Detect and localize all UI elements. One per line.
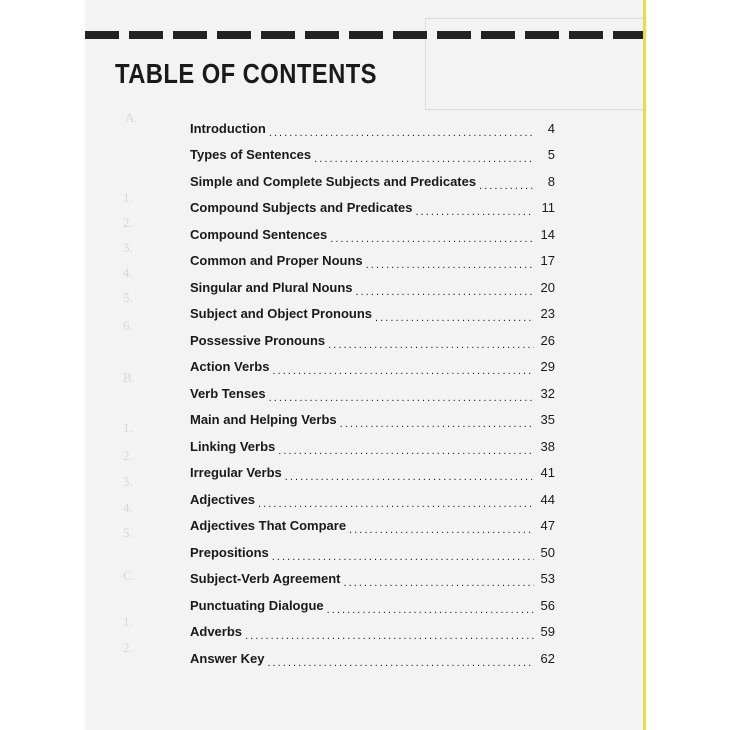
dot-leader — [349, 521, 534, 536]
toc-entry-page: 11 — [541, 200, 555, 216]
toc-entry-label: Compound Sentences — [190, 226, 328, 242]
toc-entry[interactable] — [190, 142, 555, 169]
dot-leader — [327, 601, 534, 616]
toc-entry-page: 38 — [540, 438, 555, 454]
dot-leader — [416, 203, 535, 218]
bleed-through-text: 3. — [123, 474, 133, 489]
dot-leader — [340, 415, 534, 430]
page-edge-accent — [643, 0, 646, 730]
dot-leader — [269, 124, 534, 139]
toc-entry[interactable] — [190, 486, 555, 513]
toc-entry-label: Verb Tenses — [190, 385, 266, 401]
toc-entry[interactable] — [190, 513, 555, 540]
toc-entry[interactable] — [190, 195, 555, 222]
toc-entry-label: Compound Subjects and Predicates — [190, 200, 413, 216]
toc-entry-page: 41 — [540, 465, 555, 481]
toc-entry-page: 29 — [540, 359, 555, 375]
dot-leader — [366, 256, 534, 271]
dot-leader — [328, 336, 534, 351]
toc-entry-label: Subject and Object Pronouns — [190, 306, 373, 322]
toc-entry-label: Adjectives That Compare — [190, 518, 347, 534]
toc-entry-label: Singular and Plural Nouns — [190, 279, 353, 295]
dot-leader — [258, 495, 534, 510]
toc-entry-page: 62 — [540, 650, 555, 666]
dot-leader — [272, 548, 534, 563]
dot-leader — [375, 309, 534, 324]
dot-leader — [269, 389, 534, 404]
toc-entry-label: Introduction — [190, 120, 266, 136]
toc-entry-page: 4 — [547, 120, 555, 136]
toc-entry-page: 17 — [540, 253, 555, 269]
toc-entry-label: Adverbs — [190, 624, 243, 640]
toc-entry-label: Subject-Verb Agreement — [190, 571, 341, 587]
bleed-through-text: B. — [123, 370, 135, 385]
toc-entry-label: Irregular Verbs — [190, 465, 282, 481]
bleed-through-text: 1. — [123, 190, 133, 205]
toc-entry-label: Answer Key — [190, 650, 265, 666]
toc-entry-page: 5 — [547, 147, 555, 163]
toc-entry[interactable] — [190, 274, 555, 301]
toc-entry[interactable] — [190, 566, 555, 593]
toc-entry-page: 32 — [540, 385, 555, 401]
toc-entry-label: Action Verbs — [190, 359, 270, 375]
toc-entry[interactable] — [190, 539, 555, 566]
bleed-through-text: 3. — [123, 240, 133, 255]
toc-entry[interactable] — [190, 354, 555, 381]
toc-entry-label: Adjectives — [190, 491, 256, 507]
toc-entry-label: Punctuating Dialogue — [190, 597, 324, 613]
toc-entry-page: 26 — [540, 332, 555, 348]
toc-entry[interactable] — [190, 301, 555, 328]
toc-entry-label: Main and Helping Verbs — [190, 412, 337, 428]
bleed-through-text: 5. — [123, 525, 133, 540]
toc-entry[interactable] — [190, 407, 555, 434]
table-of-contents — [190, 115, 555, 672]
toc-entry[interactable] — [190, 221, 555, 248]
toc-entry-label: Types of Sentences — [190, 147, 312, 163]
toc-entry[interactable] — [190, 645, 555, 672]
bleed-through-text: 4. — [123, 265, 133, 280]
toc-entry[interactable] — [190, 460, 555, 487]
toc-entry-page: 59 — [540, 624, 555, 640]
dot-leader — [272, 362, 534, 377]
document-page — [85, 0, 645, 730]
bleed-through-text: 2. — [123, 215, 133, 230]
toc-entry-label: Common and Proper Nouns — [190, 253, 363, 269]
toc-entry[interactable] — [190, 619, 555, 646]
bleed-through-text: 1. — [123, 420, 133, 435]
dot-leader — [330, 230, 534, 245]
toc-entry[interactable] — [190, 327, 555, 354]
toc-entry[interactable] — [190, 592, 555, 619]
toc-entry-page: 8 — [547, 173, 555, 189]
dot-leader — [278, 442, 534, 457]
toc-entry[interactable] — [190, 433, 555, 460]
dot-leader — [245, 627, 534, 642]
toc-entry-page: 53 — [540, 571, 555, 587]
dot-leader — [344, 574, 534, 589]
toc-entry-page: 44 — [540, 491, 555, 507]
bleed-through-text: 4. — [123, 500, 133, 515]
bleed-through-text: 2. — [123, 640, 133, 655]
bleed-through-text: 1. — [123, 614, 133, 629]
bleed-through-text: 2. — [123, 448, 133, 463]
toc-entry-page: 35 — [540, 412, 555, 428]
bleed-through-text: A. — [125, 110, 138, 125]
dot-leader — [314, 150, 534, 165]
dot-leader — [479, 177, 534, 192]
dashed-header-bar — [85, 31, 645, 39]
toc-entry-label: Possessive Pronouns — [190, 332, 326, 348]
dot-leader — [356, 283, 534, 298]
toc-entry[interactable] — [190, 248, 555, 275]
bleed-through-text: 6. — [123, 318, 133, 333]
dot-leader — [267, 654, 534, 669]
toc-entry-label: Prepositions — [190, 544, 269, 560]
toc-entry[interactable] — [190, 380, 555, 407]
dot-leader — [285, 468, 534, 483]
toc-entry-page: 23 — [540, 306, 555, 322]
toc-entry-label: Simple and Complete Subjects and Predicates — [190, 173, 477, 189]
toc-entry-page: 14 — [540, 226, 555, 242]
toc-entry[interactable] — [190, 168, 555, 195]
page-title: TABLE OF CONTENTS — [115, 58, 377, 89]
toc-entry-page: 47 — [540, 518, 555, 534]
toc-entry[interactable] — [190, 115, 555, 142]
bleed-through-text: C. — [123, 568, 135, 583]
toc-entry-label: Linking Verbs — [190, 438, 276, 454]
bleed-through-text: 5. — [123, 290, 133, 305]
toc-entry-page: 56 — [540, 597, 555, 613]
toc-entry-page: 20 — [540, 279, 555, 295]
toc-entry-page: 50 — [540, 544, 555, 560]
